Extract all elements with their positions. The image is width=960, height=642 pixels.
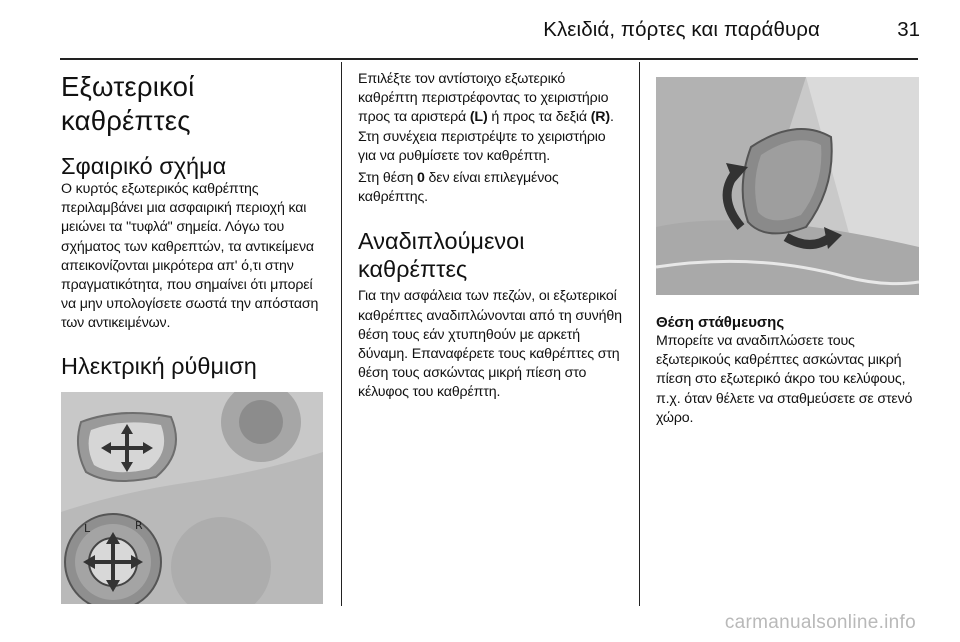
folding-mirror-illustration — [656, 77, 919, 295]
folding-mirror-figure — [656, 77, 919, 295]
header-divider — [60, 58, 918, 60]
page-number: 31 — [897, 18, 920, 41]
folding-mirrors-text: Για την ασφάλεια των πεζών, οι εξωτερικοί καθρέπτες αναδιπλώνονται από τη συνήθη θέση τους εάν χτυπηθούν με αρκετή δύναμη. Επαναφέρετε τους καθρέπτες στη θέση τους ασκώντας μικρή πίεση στο κέλυφος του καθρέπτη. — [358, 288, 622, 401]
label-left: L — [84, 521, 91, 535]
position-zero-text: Στη θέση 0 δεν είναι επιλεγμένος καθρέπτης. — [358, 170, 559, 206]
column-2 — [358, 70, 623, 403]
column-divider-2 — [639, 62, 640, 606]
column-1 — [61, 70, 329, 604]
running-header-title: Κλειδιά, πόρτες και παράθυρα — [543, 18, 820, 41]
mirror-adjustment-figure — [61, 392, 323, 604]
spherical-shape-text: Ο κυρτός εξωτερικός καθρέπτης περιλαμβάνει μια ασφαιρική περιοχή και μειώνει τα "τυφλά" σημεία. Λόγω του σχήματος των καθρεπτών, τα αντικείμενα απεικονίζονται μικρότερα απ' ό,τι στην πραγματικότητα, που σημαίνει ότι μπορεί να μην υπολογίσετε σωστά την απόσταση των αντικειμένων. — [61, 181, 319, 332]
folding-mirrors-heading: Αναδιπλούμενοι καθρέπτες — [358, 228, 525, 283]
parking-position-heading: Θέση στάθμευσης — [656, 314, 785, 331]
spherical-shape-heading: Σφαιρικό σχήμα — [61, 153, 227, 179]
parking-position-text: Μπορείτε να αναδιπλώσετε τους εξωτερικούς καθρέπτες ασκώντας μικρή πίεση στο εξωτερικό άκρο του κελύφους, π.χ. όταν θέλετε να σταθμεύσετε σε στενό χώρο. — [656, 333, 913, 426]
electric-adjustment-heading: Ηλεκτρική ρύθμιση — [61, 352, 257, 379]
column-3 — [656, 70, 920, 428]
label-right: R — [135, 518, 143, 532]
column-divider-1 — [341, 62, 342, 606]
select-mirror-text: Επιλέξτε τον αντίστοιχο εξωτερικό καθρέπτη περιστρέφοντας το χειριστήριο προς τα αριστερά (L) ή προς τα δεξιά (R). Στη συνέχεια περιστρέψτε το χειριστήριο για να ρυθμίσετε τον καθρέπτη. — [358, 71, 614, 164]
watermark: carmanualsonline.info — [724, 612, 916, 633]
main-heading: Εξωτερικοί καθρέπτες — [61, 71, 195, 136]
mirror-switch-illustration — [61, 392, 323, 604]
